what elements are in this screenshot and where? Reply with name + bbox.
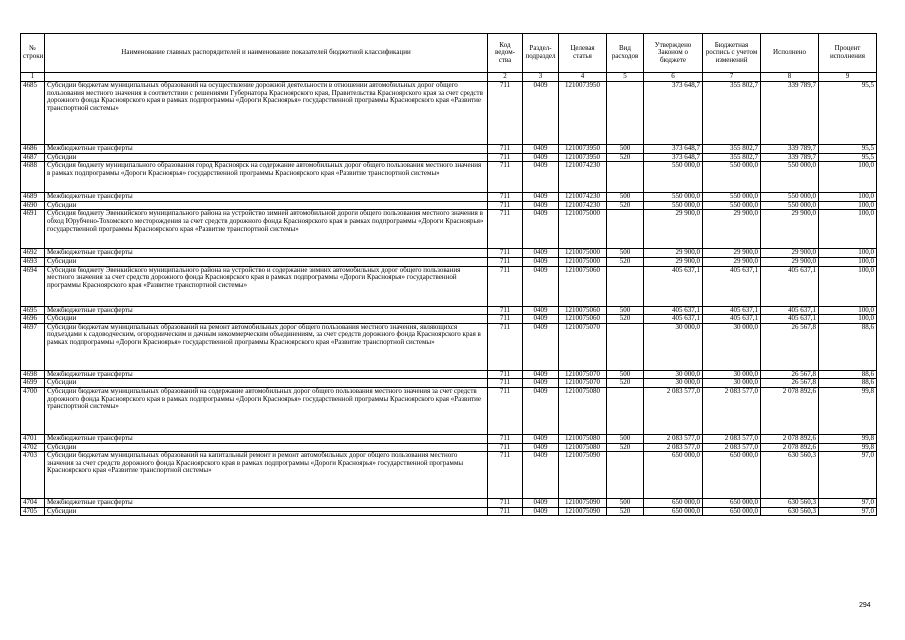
row-number: 4685 — [21, 82, 45, 145]
approved-amount: 405 637,1 — [644, 266, 703, 306]
target-item: 1210075070 — [559, 323, 607, 370]
budget-amount: 30 000,0 — [703, 379, 761, 388]
budget-amount: 29 900,0 — [703, 210, 761, 249]
target-item: 1210074230 — [559, 201, 607, 210]
executed-amount: 550 000,0 — [761, 201, 819, 210]
row-name: Субсидии бюджетам муниципальных образований на содержание автомобильных дорог общего пользования местного значения за счет средств дорожного фонда Красноярского края в рамках подпрограммы «Дороги Красноярья» государственной программы Красноярского края «Развитие транспортной системы» — [45, 387, 488, 434]
department-code: 711 — [488, 452, 523, 499]
target-item: 1210074230 — [559, 162, 607, 193]
budget-amount: 2 083 577,0 — [703, 443, 761, 452]
department-code: 711 — [488, 306, 523, 315]
budget-amount: 355 802,7 — [703, 153, 761, 162]
section-code: 0409 — [523, 257, 559, 266]
expense-type: 500 — [607, 306, 644, 315]
row-number: 4688 — [21, 162, 45, 193]
row-name: Межбюджетные трансферты — [45, 434, 488, 443]
row-name: Субсидии — [45, 443, 488, 452]
approved-amount: 29 900,0 — [644, 210, 703, 249]
expense-type — [607, 210, 644, 249]
table-row — [21, 507, 877, 516]
execution-percent: 100,0 — [819, 210, 877, 249]
department-code: 711 — [488, 379, 523, 388]
executed-amount: 630 560,3 — [761, 507, 819, 516]
execution-percent: 100,0 — [819, 306, 877, 315]
expense-type: 500 — [607, 499, 644, 508]
header-row-number: № строки — [21, 34, 45, 73]
target-item: 1210075090 — [559, 507, 607, 516]
header-budget-schedule: Бюджетная роспись с учетом изменений — [703, 34, 761, 73]
row-number: 4694 — [21, 266, 45, 306]
table-row — [21, 387, 877, 434]
column-number: 6 — [644, 73, 703, 82]
approved-amount: 373 648,7 — [644, 153, 703, 162]
table-row — [21, 315, 877, 324]
budget-table — [20, 33, 877, 516]
department-code: 711 — [488, 193, 523, 202]
approved-amount: 30 000,0 — [644, 370, 703, 379]
expense-type: 520 — [607, 315, 644, 324]
executed-amount: 26 567,8 — [761, 370, 819, 379]
target-item: 1210075070 — [559, 370, 607, 379]
table-row — [21, 82, 877, 145]
approved-amount: 550 000,0 — [644, 193, 703, 202]
executed-amount: 630 560,3 — [761, 452, 819, 499]
section-code: 0409 — [523, 499, 559, 508]
column-number: 7 — [703, 73, 761, 82]
execution-percent: 100,0 — [819, 266, 877, 306]
budget-amount: 405 637,1 — [703, 266, 761, 306]
approved-amount: 650 000,0 — [644, 499, 703, 508]
row-number: 4697 — [21, 323, 45, 370]
execution-percent: 100,0 — [819, 193, 877, 202]
section-code: 0409 — [523, 507, 559, 516]
section-code: 0409 — [523, 162, 559, 193]
target-item: 1210073950 — [559, 153, 607, 162]
department-code: 711 — [488, 162, 523, 193]
row-name: Субсидии — [45, 507, 488, 516]
section-code: 0409 — [523, 323, 559, 370]
department-code: 711 — [488, 387, 523, 434]
executed-amount: 26 567,8 — [761, 379, 819, 388]
approved-amount: 650 000,0 — [644, 452, 703, 499]
expense-type: 520 — [607, 443, 644, 452]
section-code: 0409 — [523, 145, 559, 154]
header-expense-type: Вид расходов — [607, 34, 644, 73]
row-number: 4705 — [21, 507, 45, 516]
row-name: Субсидия бюджету муниципального образования город Красноярск на содержание автомобильных дорог общего пользования местного значения в рамках подпрограммы «Дороги Красноярья» государственной программы Красноярского края «Развитие транспортной системы» — [45, 162, 488, 193]
expense-type: 520 — [607, 379, 644, 388]
row-name: Межбюджетные трансферты — [45, 249, 488, 258]
budget-amount: 29 900,0 — [703, 257, 761, 266]
row-name: Межбюджетные трансферты — [45, 306, 488, 315]
approved-amount: 2 083 577,0 — [644, 434, 703, 443]
executed-amount: 2 078 892,6 — [761, 434, 819, 443]
department-code: 711 — [488, 370, 523, 379]
row-name: Субсидии бюджетам муниципальных образований на ремонт автомобильных дорог общего пользования местного значения, являющихся подъездами к садоводческим, огородническим и дачным некоммерческим объединениям, за счет средств дорожного фонда Красноярского края в рамках подпрограммы «Дороги Красноярья» государственной программы Красноярского края «Развитие транспортной системы» — [45, 323, 488, 370]
approved-amount: 550 000,0 — [644, 201, 703, 210]
department-code: 711 — [488, 315, 523, 324]
execution-percent: 100,0 — [819, 249, 877, 258]
target-item: 1210073950 — [559, 145, 607, 154]
row-name: Субсидии — [45, 379, 488, 388]
executed-amount: 339 789,7 — [761, 145, 819, 154]
section-code: 0409 — [523, 315, 559, 324]
target-item: 1210075000 — [559, 249, 607, 258]
expense-type: 500 — [607, 193, 644, 202]
row-name: Субсидии — [45, 315, 488, 324]
execution-percent: 97,0 — [819, 507, 877, 516]
budget-amount: 650 000,0 — [703, 499, 761, 508]
row-number: 4698 — [21, 370, 45, 379]
row-number: 4689 — [21, 193, 45, 202]
row-name: Субсидии — [45, 201, 488, 210]
expense-type — [607, 323, 644, 370]
department-code: 711 — [488, 266, 523, 306]
department-code: 711 — [488, 153, 523, 162]
section-code: 0409 — [523, 153, 559, 162]
budget-amount: 30 000,0 — [703, 370, 761, 379]
department-code: 711 — [488, 323, 523, 370]
executed-amount: 550 000,0 — [761, 193, 819, 202]
row-name: Субсидии — [45, 153, 488, 162]
target-item: 1210075060 — [559, 306, 607, 315]
target-item: 1210075000 — [559, 257, 607, 266]
section-code: 0409 — [523, 387, 559, 434]
row-name: Межбюджетные трансферты — [45, 193, 488, 202]
budget-amount: 550 000,0 — [703, 162, 761, 193]
column-number: 8 — [761, 73, 819, 82]
expense-type: 500 — [607, 249, 644, 258]
budget-amount: 650 000,0 — [703, 507, 761, 516]
executed-amount: 550 000,0 — [761, 162, 819, 193]
row-number: 4699 — [21, 379, 45, 388]
section-code: 0409 — [523, 210, 559, 249]
target-item: 1210075080 — [559, 434, 607, 443]
header-name: Наименование главных распорядителей и наименование показателей бюджетной классификации — [45, 34, 488, 73]
table-row — [21, 145, 877, 154]
budget-amount: 29 900,0 — [703, 249, 761, 258]
table-row — [21, 499, 877, 508]
expense-type — [607, 387, 644, 434]
column-number: 4 — [559, 73, 607, 82]
budget-amount: 355 802,7 — [703, 82, 761, 145]
column-number: 3 — [523, 73, 559, 82]
section-code: 0409 — [523, 193, 559, 202]
budget-amount: 550 000,0 — [703, 201, 761, 210]
department-code: 711 — [488, 257, 523, 266]
executed-amount: 339 789,7 — [761, 153, 819, 162]
expense-type: 500 — [607, 434, 644, 443]
target-item: 1210075000 — [559, 210, 607, 249]
approved-amount: 29 900,0 — [644, 249, 703, 258]
expense-type: 520 — [607, 153, 644, 162]
execution-percent: 97,0 — [819, 452, 877, 499]
row-number: 4696 — [21, 315, 45, 324]
row-number: 4703 — [21, 452, 45, 499]
table-row — [21, 434, 877, 443]
row-name: Межбюджетные трансферты — [45, 145, 488, 154]
budget-amount: 2 083 577,0 — [703, 434, 761, 443]
department-code: 711 — [488, 82, 523, 145]
executed-amount: 405 637,1 — [761, 315, 819, 324]
department-code: 711 — [488, 201, 523, 210]
approved-amount: 30 000,0 — [644, 323, 703, 370]
row-number: 4686 — [21, 145, 45, 154]
section-code: 0409 — [523, 266, 559, 306]
row-number: 4693 — [21, 257, 45, 266]
executed-amount: 2 078 892,6 — [761, 387, 819, 434]
execution-percent: 99,8 — [819, 387, 877, 434]
executed-amount: 630 560,3 — [761, 499, 819, 508]
executed-amount: 29 900,0 — [761, 249, 819, 258]
row-number: 4690 — [21, 201, 45, 210]
target-item: 1210075080 — [559, 387, 607, 434]
row-name: Субсидия бюджету Эвенкийского муниципального района на устройство и содержание зимних автомобильных дорог общего пользования местного значения за счет средств дорожного фонда Красноярского края в рамках подпрограммы «Дороги Красноярья» государственной программы Красноярского края «Развитие транспортной системы» — [45, 266, 488, 306]
row-number: 4701 — [21, 434, 45, 443]
executed-amount: 2 078 892,6 — [761, 443, 819, 452]
budget-amount: 550 000,0 — [703, 193, 761, 202]
approved-amount: 30 000,0 — [644, 379, 703, 388]
expense-type — [607, 162, 644, 193]
approved-amount: 405 637,1 — [644, 306, 703, 315]
row-number: 4695 — [21, 306, 45, 315]
table-row — [21, 162, 877, 193]
target-item: 1210075090 — [559, 452, 607, 499]
approved-amount: 373 648,7 — [644, 82, 703, 145]
executed-amount: 29 900,0 — [761, 210, 819, 249]
page-number: 294 — [859, 602, 871, 609]
expense-type: 500 — [607, 145, 644, 154]
table-row — [21, 452, 877, 499]
row-name: Субсидии бюджетам муниципальных образований на осуществление дорожной деятельности в отношении автомобильных дорог общего пользования местного значения в соответствии с решениями Губернатора Красноярского края, Правительства Красноярского края за счет средств дорожного фонда Красноярского края в рамках подпрограммы «Дороги Красноярья» государственной программы Красноярского края «Развитие транспортной системы» — [45, 82, 488, 145]
table-row — [21, 323, 877, 370]
expense-type — [607, 452, 644, 499]
table-row — [21, 266, 877, 306]
approved-amount: 405 637,1 — [644, 315, 703, 324]
executed-amount: 405 637,1 — [761, 266, 819, 306]
execution-percent: 97,0 — [819, 499, 877, 508]
approved-amount: 650 000,0 — [644, 507, 703, 516]
row-number: 4700 — [21, 387, 45, 434]
budget-amount: 355 802,7 — [703, 145, 761, 154]
target-item: 1210075060 — [559, 315, 607, 324]
column-number: 1 — [21, 73, 45, 82]
execution-percent: 100,0 — [819, 315, 877, 324]
execution-percent: 95,5 — [819, 153, 877, 162]
department-code: 711 — [488, 210, 523, 249]
section-code: 0409 — [523, 443, 559, 452]
budget-amount: 650 000,0 — [703, 452, 761, 499]
execution-percent: 100,0 — [819, 257, 877, 266]
header-row — [21, 34, 877, 73]
expense-type: 520 — [607, 201, 644, 210]
column-number: 2 — [488, 73, 523, 82]
section-code: 0409 — [523, 370, 559, 379]
row-number: 4687 — [21, 153, 45, 162]
section-code: 0409 — [523, 306, 559, 315]
row-number: 4691 — [21, 210, 45, 249]
expense-type: 520 — [607, 507, 644, 516]
budget-amount: 30 000,0 — [703, 323, 761, 370]
budget-amount: 2 083 577,0 — [703, 387, 761, 434]
row-number: 4702 — [21, 443, 45, 452]
header-approved: Утверждено Законом о бюджете — [644, 34, 703, 73]
column-number: 9 — [819, 73, 877, 82]
execution-percent: 95,5 — [819, 82, 877, 145]
expense-type — [607, 82, 644, 145]
expense-type: 500 — [607, 370, 644, 379]
section-code: 0409 — [523, 82, 559, 145]
table-row — [21, 257, 877, 266]
column-number: 5 — [607, 73, 644, 82]
department-code: 711 — [488, 507, 523, 516]
row-number: 4704 — [21, 499, 45, 508]
execution-percent: 100,0 — [819, 162, 877, 193]
expense-type: 520 — [607, 257, 644, 266]
execution-percent: 99,8 — [819, 443, 877, 452]
department-code: 711 — [488, 434, 523, 443]
approved-amount: 373 648,7 — [644, 145, 703, 154]
department-code: 711 — [488, 145, 523, 154]
section-code: 0409 — [523, 452, 559, 499]
execution-percent: 88,6 — [819, 323, 877, 370]
header-target-item: Целевая статья — [559, 34, 607, 73]
execution-percent: 99,8 — [819, 434, 877, 443]
executed-amount: 339 789,7 — [761, 82, 819, 145]
target-item: 1210074230 — [559, 193, 607, 202]
execution-percent: 88,6 — [819, 370, 877, 379]
header-section: Раздел-подраздел — [523, 34, 559, 73]
approved-amount: 2 083 577,0 — [644, 387, 703, 434]
department-code: 711 — [488, 443, 523, 452]
execution-percent: 95,5 — [819, 145, 877, 154]
header-department-code: Код ведом-ства — [488, 34, 523, 73]
execution-percent: 88,6 — [819, 379, 877, 388]
header-percent: Процент исполнения — [819, 34, 877, 73]
approved-amount: 29 900,0 — [644, 257, 703, 266]
department-code: 711 — [488, 249, 523, 258]
section-code: 0409 — [523, 379, 559, 388]
row-name: Межбюджетные трансферты — [45, 499, 488, 508]
approved-amount: 550 000,0 — [644, 162, 703, 193]
section-code: 0409 — [523, 434, 559, 443]
section-code: 0409 — [523, 249, 559, 258]
approved-amount: 2 083 577,0 — [644, 443, 703, 452]
execution-percent: 100,0 — [819, 201, 877, 210]
executed-amount: 405 637,1 — [761, 306, 819, 315]
budget-amount: 405 637,1 — [703, 315, 761, 324]
table-row — [21, 210, 877, 249]
executed-amount: 26 567,8 — [761, 323, 819, 370]
target-item: 1210075070 — [559, 379, 607, 388]
target-item: 1210075090 — [559, 499, 607, 508]
executed-amount: 29 900,0 — [761, 257, 819, 266]
table-row — [21, 193, 877, 202]
section-code: 0409 — [523, 201, 559, 210]
expense-type — [607, 266, 644, 306]
row-name: Субсидии бюджетам муниципальных образований на капитальный ремонт и ремонт автомобильных дорог общего пользования местного значения за счет средств дорожного фонда Красноярского края в рамках подпрограммы «Дороги Красноярья» государственной программы Красноярского края «Развитие транспортной системы» — [45, 452, 488, 499]
header-executed: Исполнено — [761, 34, 819, 73]
row-name: Субсидии — [45, 257, 488, 266]
row-name: Субсидия бюджету Эвенкийского муниципального района на устройство зимней автомобильной дороги общего пользования местного значения в обход Юрубчено-Тохомского месторождения за счет средств дорожного фонда Красноярского края в рамках подпрограммы «Дороги Красноярья» государственной программы Красноярского края «Развитие транспортной системы» — [45, 210, 488, 249]
target-item: 1210075060 — [559, 266, 607, 306]
budget-amount: 405 637,1 — [703, 306, 761, 315]
row-name: Межбюджетные трансферты — [45, 370, 488, 379]
row-number: 4692 — [21, 249, 45, 258]
target-item: 1210075080 — [559, 443, 607, 452]
department-code: 711 — [488, 499, 523, 508]
target-item: 1210073950 — [559, 82, 607, 145]
